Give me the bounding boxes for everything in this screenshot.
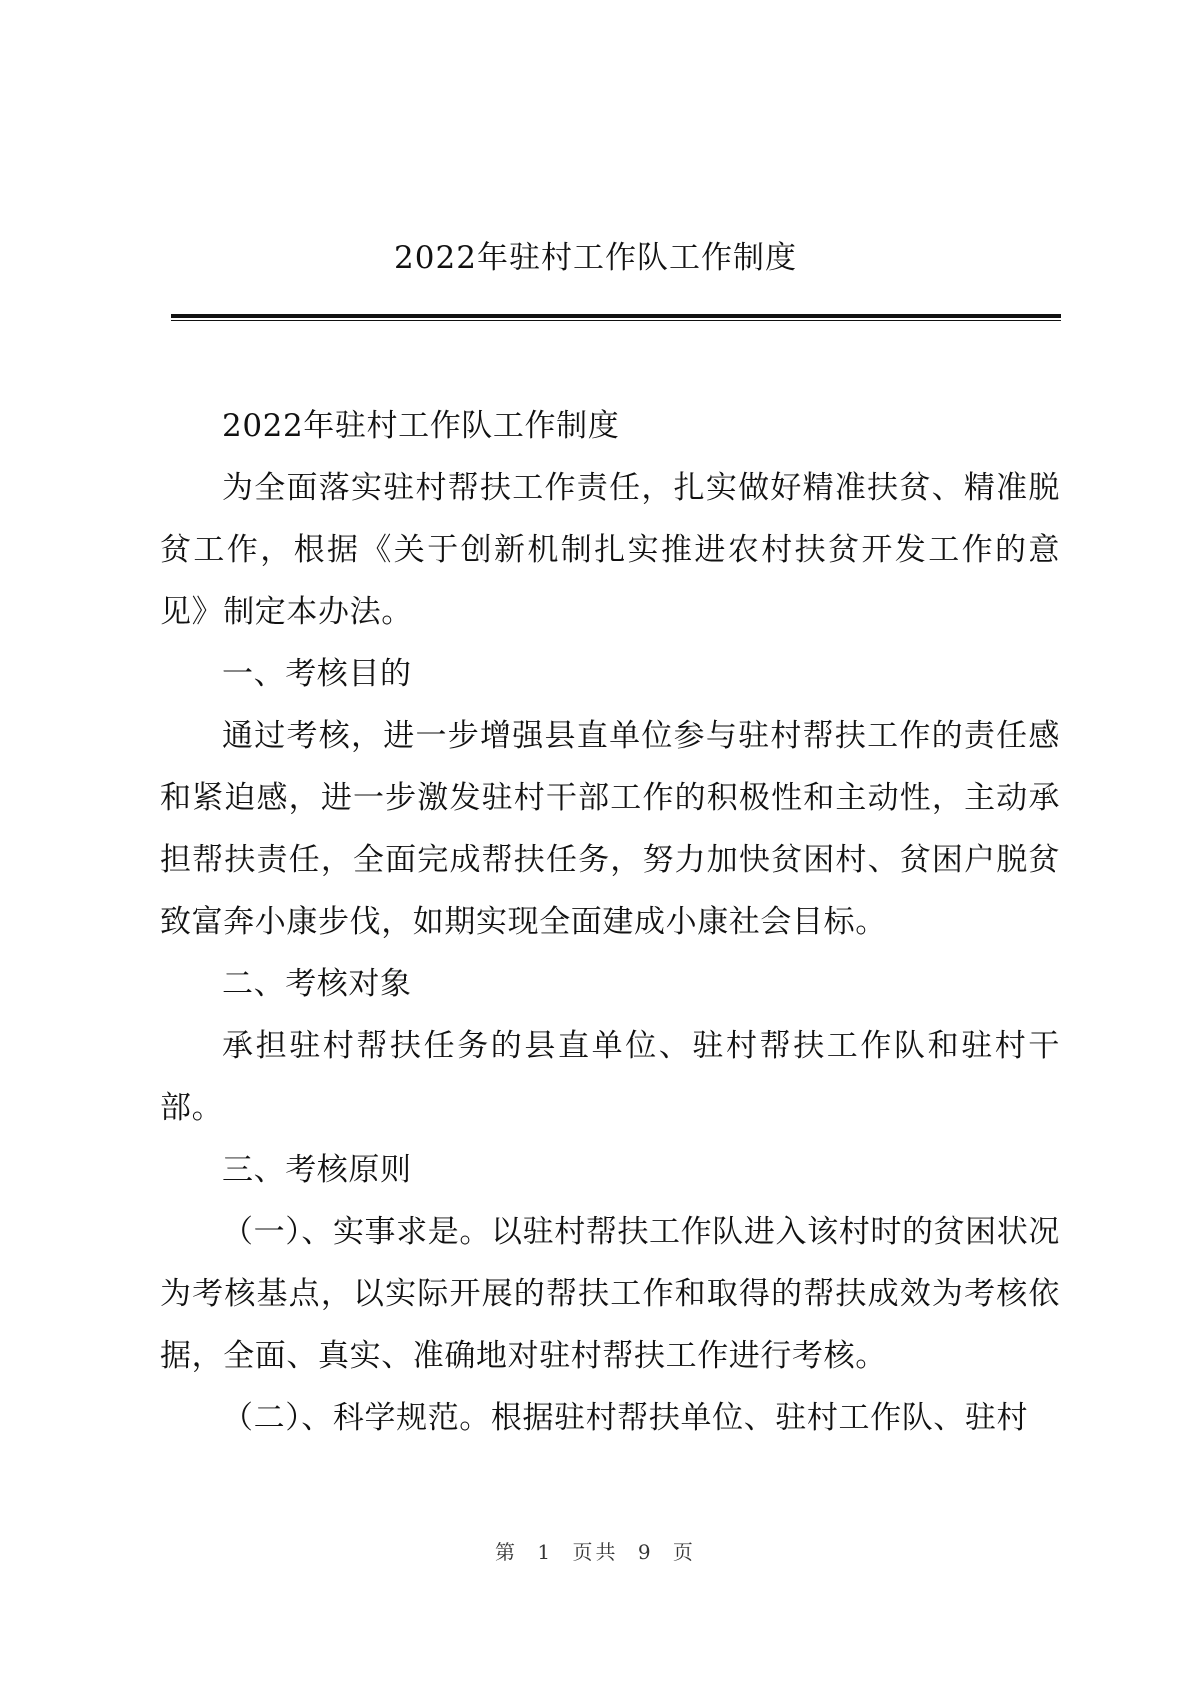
header-title: 2022年驻村工作队工作制度 [394, 240, 797, 276]
page-number-footer: 第 1 页共 9 页 [495, 1540, 696, 1564]
section-heading-principles: 三、考核原则 [222, 1152, 412, 1188]
paragraph-targets: 承担驻村帮扶任务的县直单位、驻村帮扶工作队和驻村干部。 [160, 1028, 1060, 1126]
paragraph-principle-2: （二）、科学规范。根据驻村帮扶单位、驻村工作队、驻村 [222, 1400, 1029, 1436]
header-rule-thin [171, 320, 1061, 321]
header-double-rule [171, 314, 1061, 321]
document-body [160, 395, 1060, 1449]
paragraph-principle-1: （一）、实事求是。以驻村帮扶工作队进入该村时的贫困状况为考核基点，以实际开展的帮扶工作和取得的帮扶成效为考核依据，全面、真实、准确地对驻村帮扶工作进行考核。 [160, 1214, 1060, 1374]
paragraph-intro: 为全面落实驻村帮扶工作责任，扎实做好精准扶贫、精准脱贫工作，根据《关于创新机制扎实推进农村扶贫开发工作的意见》制定本办法。 [160, 470, 1060, 630]
paragraph-doc-title: 2022年驻村工作队工作制度 [222, 408, 620, 444]
header-rule-thick [171, 314, 1061, 318]
paragraph-purpose: 通过考核，进一步增强县直单位参与驻村帮扶工作的责任感和紧迫感，进一步激发驻村干部工作的积极性和主动性，主动承担帮扶责任，全面完成帮扶任务，努力加快贫困村、贫困户脱贫致富奔小康步伐，如期实现全面建成小康社会目标。 [160, 718, 1060, 940]
section-heading-targets: 二、考核对象 [222, 966, 412, 1002]
section-heading-purpose: 一、考核目的 [222, 656, 412, 692]
page-header [0, 0, 1191, 330]
